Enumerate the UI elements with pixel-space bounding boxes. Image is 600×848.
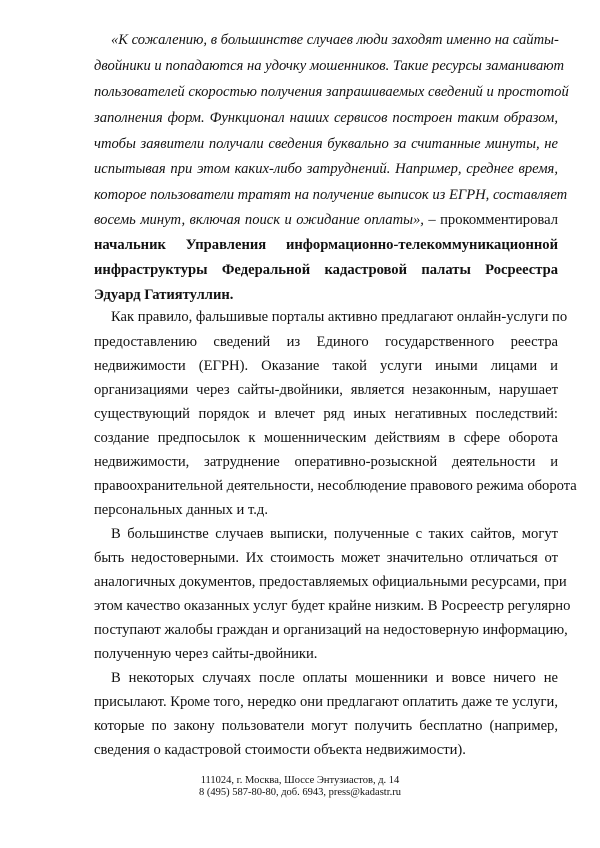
quote-line: которое пользователи тратят на получение выписок из ЕГРН, составляет: [94, 187, 568, 203]
paragraph-line: В большинстве случаев выписки, полученные с таких сайтов, могут: [111, 526, 558, 542]
paragraph-line: этом качество оказанных услуг будет крайне низким. В Росреестр регулярно: [94, 598, 571, 614]
paragraph-line: присылают. Кроме того, нередко они предлагают оплатить даже те услуги,: [94, 694, 558, 710]
quote-last-line: [94, 211, 558, 230]
paragraph-line: поступают жалобы граждан и организаций на недостоверную информацию,: [94, 622, 568, 638]
quote-line: заполнения форм. Функционал наших сервисов построен таким образом,: [94, 110, 558, 126]
paragraph-line: создание предпосылок к мошенническим действиям в сфере оборота: [94, 430, 558, 446]
paragraph-line: полученную через сайты-двойники.: [94, 646, 318, 662]
quote-attribution: – прокомментировал: [423, 212, 558, 228]
paragraph-line: которые по закону пользователи могут получить бесплатно (например,: [94, 718, 558, 734]
paragraph-line: В некоторых случаях после оплаты мошенники и вовсе ничего не: [111, 670, 558, 686]
quote-line: пользователей скоростью получения запрашиваемых сведений и простотой: [94, 84, 569, 100]
paragraph-line: организациями через сайты-двойники, является незаконным, нарушает: [94, 382, 558, 398]
paragraph-line: аналогичных документов, предоставляемых официальными ресурсами, при: [94, 574, 567, 590]
quote-line: испытывая при этом каких-либо затруднений. Например, среднее время,: [94, 161, 558, 177]
quote-line: «К сожалению, в большинстве случаев люди заходят именно на сайты-: [111, 32, 559, 48]
quote-line: чтобы заявители получали сведения буквально за считанные минуты, не: [94, 136, 558, 152]
paragraph-line: существующий порядок и влечет ряд иных негативных последствий:: [94, 406, 558, 422]
speaker-line: Эдуард Гатиятуллин.: [94, 287, 234, 303]
paragraph-line: правоохранительной деятельности, несоблюдение правового режима оборота: [94, 478, 577, 494]
paragraph-line: сведения о кадастровой стоимости объекта недвижимости).: [94, 742, 466, 758]
quote-line: восемь минут, включая поиск и ожидание оплаты»,: [94, 212, 424, 228]
paragraph-line: Как правило, фальшивые порталы активно предлагают онлайн-услуги по: [111, 309, 568, 325]
paragraph-line: недвижимости (ЕГРН). Оказание такой услуги иными лицами и: [94, 358, 558, 374]
quote-line: двойники и попадаются на удочку мошенников. Такие ресурсы заманивают: [94, 58, 565, 74]
footer-contacts: 8 (495) 587-80-80, доб. 6943, press@kadastr.ru: [198, 787, 402, 798]
footer-address: 111024, г. Москва, Шоссе Энтузиастов, д. 14: [200, 775, 400, 786]
paragraph-line: быть недостоверными. Их стоимость может значительно отличаться от: [94, 550, 558, 566]
paragraph-line: предоставлению сведений из Единого государственного реестра: [94, 334, 558, 350]
paragraph-line: персональных данных и т.д.: [94, 502, 269, 518]
speaker-line: инфраструктуры Федеральной кадастровой палаты Росреестра: [94, 262, 558, 278]
speaker-line: начальник Управления информационно-телекоммуникационной: [94, 237, 558, 253]
paragraph-line: недвижимости, затруднение оперативно-розыскной деятельности и: [94, 454, 558, 470]
